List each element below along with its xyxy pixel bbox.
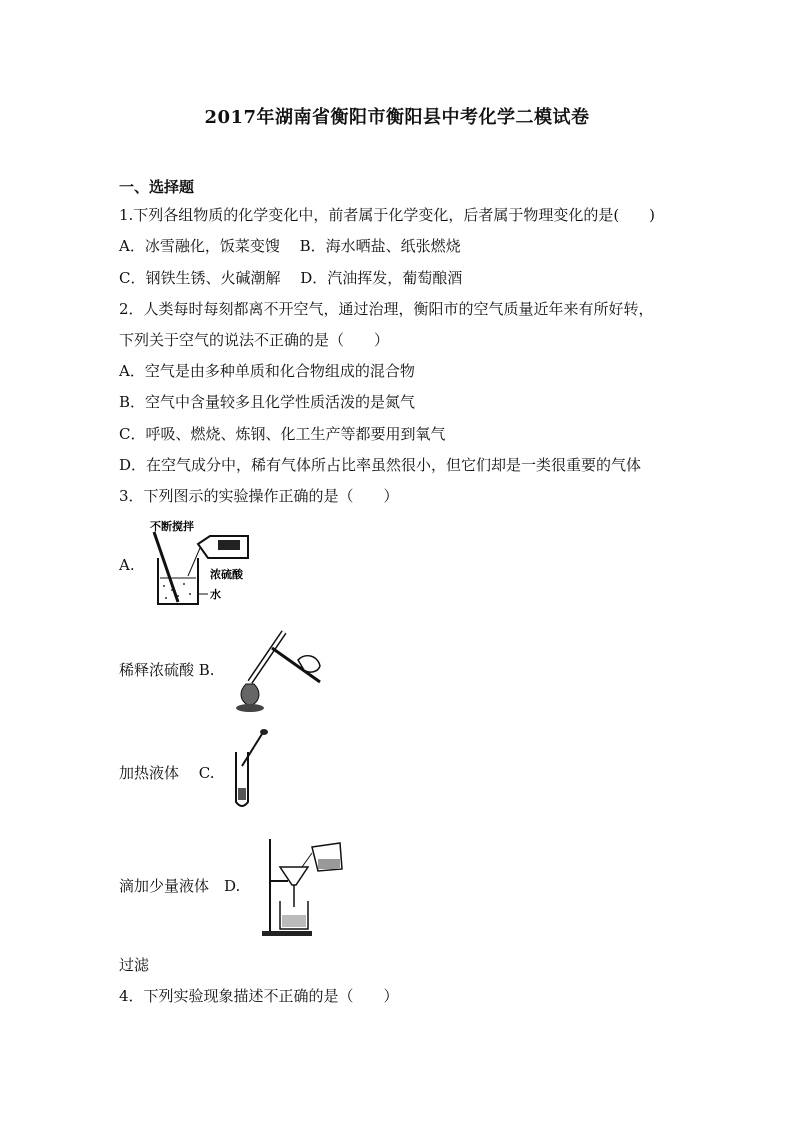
section-heading: 一、选择题 [119,178,195,196]
page-title: 2017年湖南省衡阳市衡阳县中考化学二模试卷 [204,107,590,128]
figure-dilute-acid [148,518,258,610]
q2-option-d: D．在空气成分中，稀有气体所占比率虽然很小，但它们却是一类很重要的气体 [119,456,642,474]
q2-option-c: C．呼吸、燃烧、炼钢、化工生产等都要用到氧气 [119,425,446,443]
q3-option-b-label: 稀释浓硫酸 B. [119,661,215,679]
q4-stem: 4．下列实验现象描述不正确的是（ ） [119,987,399,1005]
q3-option-d-label: 滴加少量液体 D. [119,877,241,895]
figure-heat-liquid [228,622,328,714]
q1-options-cd: C．钢铁生锈、火碱潮解 D．汽油挥发，葡萄酿酒 [119,269,463,287]
fig-a-label-stir: 不断搅拌 [150,520,194,533]
q2-option-b: B．空气中含量较多且化学性质活泼的是氮气 [119,393,416,411]
q1-options-ab: A．冰雪融化，饭菜变馊 B．海水晒盐、纸张燃烧 [119,237,461,255]
fig-a-label-water: 水 [210,588,221,601]
figure-add-drops [228,726,278,812]
q3-stem: 3．下列图示的实验操作正确的是（ ） [119,487,399,505]
q1-stem: 1.下列各组物质的化学变化中，前者属于化学变化，后者属于物理变化的是( ) [119,206,656,224]
q3-option-c-label: 加热液体 C. [119,764,215,782]
q2-stem-line1: 2．人类每时每刻都离不开空气，通过治理，衡阳市的空气质量近年来有所好转， [119,300,654,318]
q3-option-d-caption: 过滤 [119,956,150,974]
q2-option-a: A．空气是由多种单质和化合物组成的混合物 [119,362,415,380]
q3-option-a-label: A. [119,556,135,574]
fig-a-label-acid: 浓硫酸 [210,568,243,581]
q2-stem-line2: 下列关于空气的说法不正确的是（ ） [119,331,390,349]
figure-filtration [258,833,348,939]
